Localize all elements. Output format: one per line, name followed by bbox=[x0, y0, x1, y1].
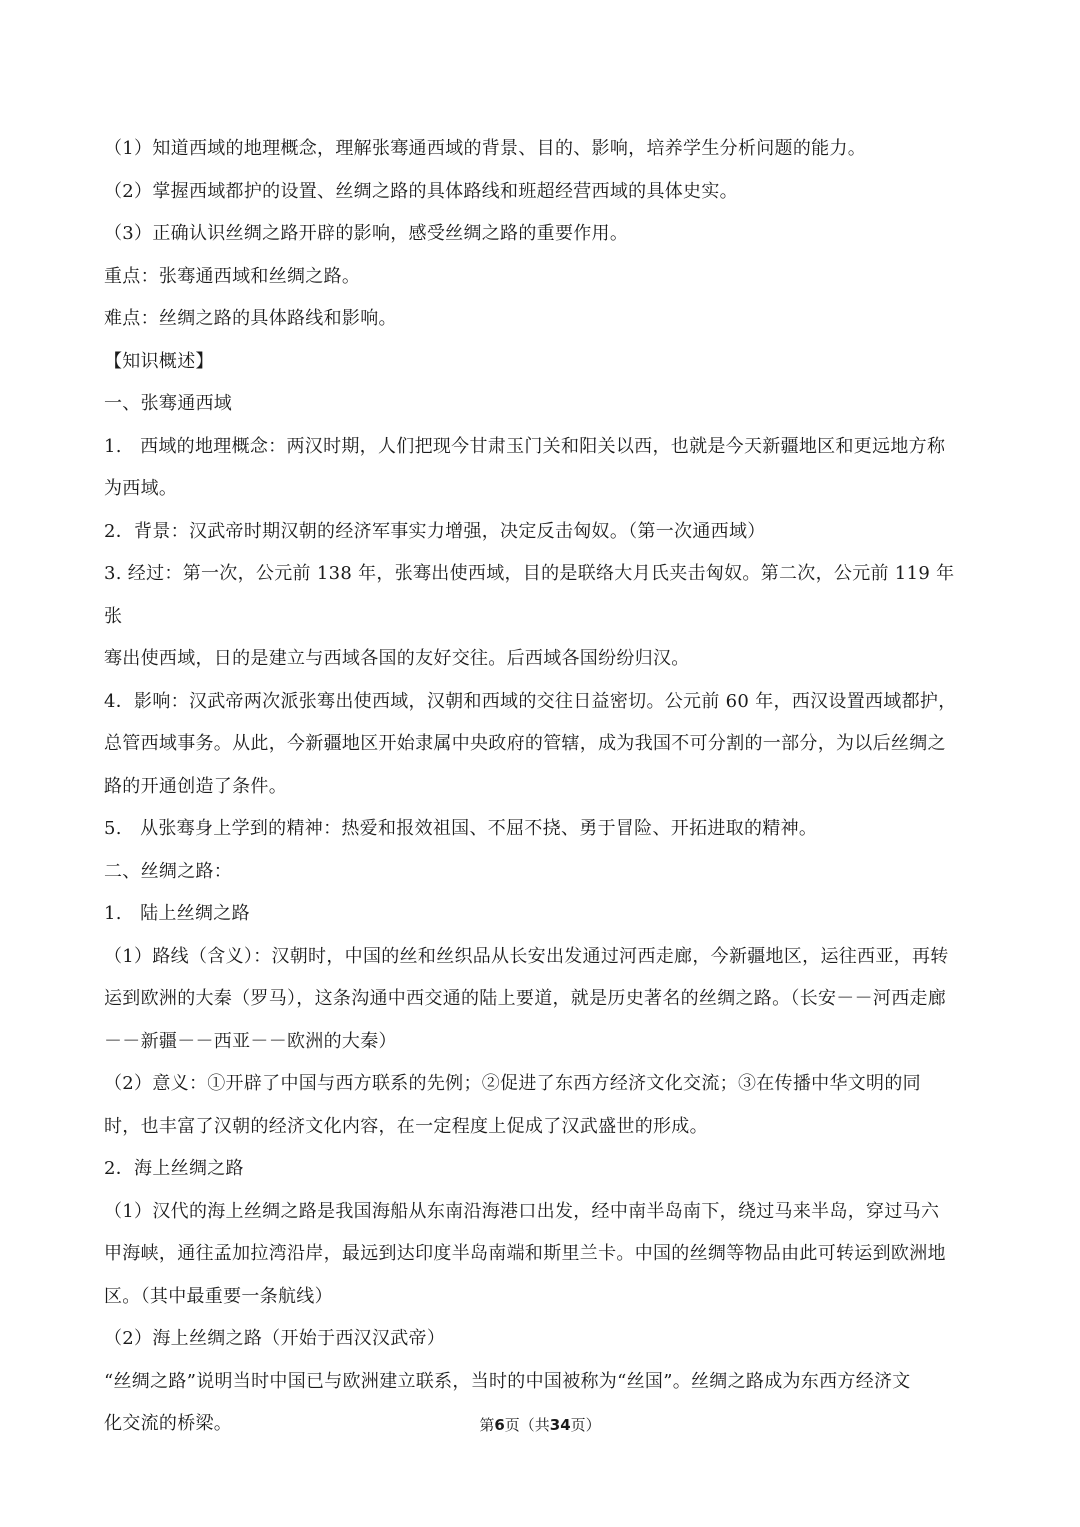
text-line: （1）路线（含义）：汉朝时，中国的丝和丝织品从长安出发通过河西走廊，今新疆地区，运往西亚，再转 bbox=[104, 945, 949, 967]
total-page-count: 34 bbox=[549, 1416, 571, 1434]
text-line: 难点：丝绸之路的具体路线和影响。 bbox=[104, 308, 397, 329]
section-heading: 【知识概述】 bbox=[104, 350, 214, 372]
document-body bbox=[104, 128, 978, 1446]
text-line: 区。（其中最重要一条航线） bbox=[104, 1285, 333, 1307]
text-line: －－新疆－－西亚－－欧洲的大秦） bbox=[104, 1030, 397, 1052]
text-line: （3）正确认识丝绸之路开辟的影响，感受丝绸之路的重要作用。 bbox=[104, 223, 629, 244]
text-line: 运到欧洲的大秦（罗马），这条沟通中西交通的陆上要道，就是历史著名的丝绸之路。（长安－－河西走廊 bbox=[104, 988, 947, 1009]
page-footer bbox=[0, 1414, 1080, 1435]
text-line: 4．影响：汉武帝两次派张骞出使西域，汉朝和西域的交往日益密切。公元前 60 年，西汉设置西域都护， bbox=[104, 690, 957, 712]
footer-prefix: 第 bbox=[479, 1416, 495, 1434]
text-line: 为西域。 bbox=[104, 478, 178, 499]
section-heading: 二、丝绸之路： bbox=[104, 860, 233, 882]
text-line: 5. 从张骞身上学到的精神：热爱和报效祖国、不屈不挠、勇于冒险、开拓进取的精神。 bbox=[104, 818, 818, 839]
text-line: （2）掌握西域都护的设置、丝绸之路的具体路线和班超经营西域的具体史实。 bbox=[104, 180, 738, 202]
text-line: （2）海上丝绸之路（开始于西汉汉武帝） bbox=[104, 1328, 446, 1349]
current-page-number: 6 bbox=[494, 1416, 505, 1434]
text-line: 1. 陆上丝绸之路 bbox=[104, 903, 250, 924]
footer-suffix: 页） bbox=[570, 1416, 601, 1434]
text-line: “丝绸之路”说明当时中国已与欧洲建立联系，当时的中国被称为“丝国”。丝绸之路成为东西方经济文 bbox=[104, 1370, 911, 1392]
text-line: 3. 经过：第一次，公元前 138 年，张骞出使西域，目的是联络大月氏夹击匈奴。第二次，公元前 119 年 张 bbox=[104, 563, 973, 627]
text-line: 2．背景：汉武帝时期汉朝的经济军事实力增强，决定反击匈奴。（第一次通西域） bbox=[104, 520, 766, 542]
text-line: 化交流的桥梁。 bbox=[104, 1413, 233, 1434]
text-line: 路的开通创造了条件。 bbox=[104, 775, 287, 797]
text-line: （1）汉代的海上丝绸之路是我国海船从东南沿海港口出发，经中南半岛南下，绕过马来半岛，穿过马六 bbox=[104, 1200, 940, 1222]
text-line: （2）意义：①开辟了中国与西方联系的先例；②促进了东西方经济文化交流；③在传播中华文明的同 bbox=[104, 1073, 921, 1094]
text-line: 时，也丰富了汉朝的经济文化内容，在一定程度上促成了汉武盛世的形成。 bbox=[104, 1115, 708, 1137]
text-line: （1）知道西域的地理概念，理解张骞通西域的背景、目的、影响，培养学生分析问题的能力。 bbox=[104, 138, 867, 159]
text-line: 重点：张骞通西域和丝绸之路。 bbox=[104, 265, 361, 287]
text-line: 骞出使西域，日的是建立与西域各国的友好交往。后西域各国纷纷归汉。 bbox=[104, 648, 690, 669]
text-line: 总管西域事务。从此，今新疆地区开始隶属中央政府的管辖，成为我国不可分割的一部分，为以后丝绸之 bbox=[104, 733, 946, 754]
text-line: 甲海峡，通往孟加拉湾沿岸，最远到达印度半岛南端和斯里兰卡。中国的丝绸等物品由此可转运到欧洲地 bbox=[104, 1243, 946, 1264]
text-line: 2．海上丝绸之路 bbox=[104, 1158, 244, 1179]
text-line: 1. 西域的地理概念：两汉时期，人们把现今甘肃玉门关和阳关以西，也就是今天新疆地区和更远地方称 bbox=[104, 435, 946, 457]
section-heading: 一、张骞通西域 bbox=[104, 393, 233, 414]
footer-middle: 页（共 bbox=[504, 1416, 550, 1434]
